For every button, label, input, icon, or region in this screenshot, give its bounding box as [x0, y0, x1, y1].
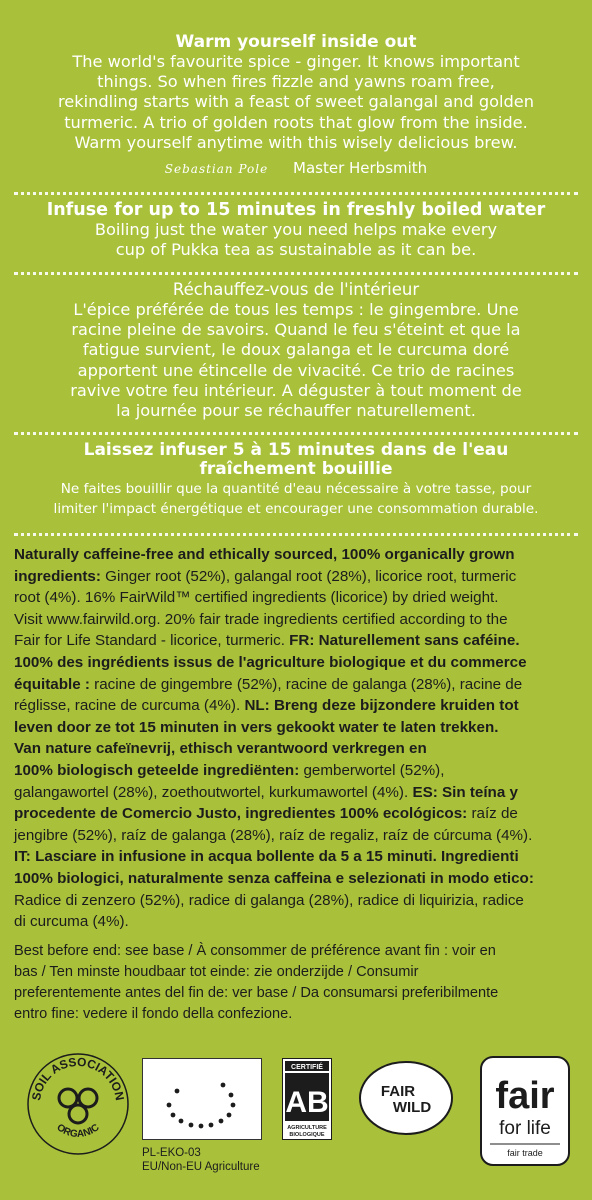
ingredients-line	[14, 738, 582, 760]
ingredients-line	[14, 652, 582, 674]
ingredients-line	[14, 674, 582, 696]
english-line: things. So when fires fizzle and yawns roam free,	[97, 72, 495, 92]
french-line: racine pleine de savoirs. Quand le feu s'éteint et que la	[71, 320, 521, 340]
fairwild-logo	[358, 1060, 454, 1136]
ingredients-bold-run: 100% des ingrédients issus de l'agriculture biologique et du commerce	[14, 653, 527, 671]
ab-letters: AB	[285, 1086, 329, 1119]
eu-organic-code: PL-EKO-03	[142, 1147, 201, 1159]
ingredients-line	[14, 695, 582, 717]
ingredients-run: réglisse, racine de curcuma (4%).	[14, 697, 245, 715]
ingredients-line	[14, 630, 582, 652]
eu-organic-code-block	[142, 1146, 260, 1174]
ingredients-line	[14, 868, 582, 890]
dotted-divider	[14, 533, 578, 536]
ingredients-bold-run: équitable :	[14, 675, 90, 693]
fair-for-life-text-2: for life	[499, 1118, 551, 1139]
ingredients-line	[14, 890, 582, 912]
ingredients-bold-run: Van nature cafeïnevrij, ethisch verantwoord verkregen en	[14, 740, 427, 758]
ingredients-run: Visit www.fairwild.org. 20% fair trade ingredients certified according to the	[14, 610, 508, 628]
ingredients-run: di curcuma (4%).	[14, 913, 129, 931]
infuse-english-heading: Infuse for up to 15 minutes in freshly boiled water	[46, 200, 546, 220]
ingredients-bold-run: FR: Naturellement sans caféine.	[289, 632, 520, 650]
ingredients-line	[14, 782, 582, 804]
english-intro	[0, 32, 592, 180]
ingredients-run: root (4%). 16% FairWild™ certified ingredients (licorice) by dried weight.	[14, 589, 499, 607]
ingredients-run: Ginger root (52%), galangal root (28%), licorice root, turmeric	[100, 567, 517, 585]
french-line: fatigue survient, le doux galanga et le curcuma doré	[82, 340, 510, 360]
ingredients-run: galangawortel (28%), zoethoutwortel, kurkumawortel (4%).	[14, 783, 413, 801]
ingredients-bold-run: leven door ze tot 15 minuten in vers gekookt water te laten trekken.	[14, 718, 499, 736]
infuse-french-line: limiter l'impact énergétique et encourager une consommation durable.	[53, 501, 539, 517]
soil-association-bottom-text: ORGANIC	[54, 1122, 102, 1141]
ingredients-run: gemberwortel (52%),	[299, 761, 445, 779]
soil-association-top-text: SOIL ASSOCIATION	[29, 1054, 127, 1102]
dotted-divider	[14, 192, 578, 195]
dotted-divider	[14, 272, 578, 275]
ingredients-bold-run: Naturally caffeine-free and ethically sourced, 100% organically grown	[14, 546, 515, 563]
ingredients-bold-run: ingredients:	[14, 567, 101, 585]
ingredients-run: Fair for Life Standard - licorice, turmeric.	[14, 632, 290, 650]
ab-top-text: CERTIFIÉ	[291, 1064, 323, 1071]
ingredients-text	[14, 538, 582, 933]
fairwild-text-1: FAIR	[380, 1083, 416, 1100]
ab-certified-logo	[282, 1058, 332, 1140]
best-before-line: Best before end: see base / À consommer de préférence avant fin : voir en	[14, 942, 496, 959]
signature-line	[14, 157, 578, 180]
best-before-line: bas / Ten minste houdbaar tot einde: zie onderzijde / Consumir	[14, 963, 419, 980]
eu-organic-origin: EU/Non-EU Agriculture	[142, 1161, 260, 1173]
ingredients-bold-run: 100% biologisch geteelde ingrediënten:	[14, 761, 300, 779]
ingredients-line	[14, 846, 582, 868]
signature-title: Master Herbsmith	[293, 159, 428, 178]
soil-association-logo	[26, 1052, 130, 1156]
infuse-french-heading: fraîchement bouillie	[199, 459, 393, 479]
ingredients-bold-run: NL: Breng deze bijzondere kruiden tot	[244, 697, 519, 715]
ingredients-run: raíz de	[467, 805, 518, 823]
eu-leaf-icon	[143, 1059, 261, 1139]
ingredients-line	[14, 760, 582, 782]
best-before-line: entro fine: vedere il fondo della confezione.	[14, 1005, 293, 1022]
ingredients-line	[14, 911, 582, 933]
french-heading: Réchauffez-vous de l'intérieur	[172, 280, 420, 299]
ingredients-run: jengibre (52%), raíz de galanga (28%), raíz de regaliz, raíz de cúrcuma (4%).	[14, 826, 533, 844]
ingredients-bold-run: ES: Sin teína y	[412, 783, 518, 801]
eu-organic-logo	[142, 1058, 262, 1140]
infuse-french-line: Ne faites bouillir que la quantité d'eau nécessaire à votre tasse, pour	[60, 481, 532, 497]
ab-bottom-text-1: AGRICULTURE	[287, 1125, 327, 1131]
fair-for-life-text-3: fair trade	[507, 1148, 543, 1158]
fair-for-life-text-1: fair	[495, 1075, 555, 1117]
french-intro	[0, 280, 592, 421]
ingredients-line	[14, 825, 582, 847]
english-line: rekindling starts with a feast of sweet galangal and golden	[58, 92, 534, 112]
fair-for-life-logo	[480, 1056, 570, 1166]
best-before-line: preferentemente antes del fin de: ver base / Da consumarsi preferibilmente	[14, 984, 499, 1001]
ingredients-line	[14, 544, 582, 566]
ingredients-line	[14, 717, 582, 739]
ingredients-line	[14, 566, 582, 588]
ingredients-line	[14, 609, 582, 631]
ingredients-bold-run: procedente de Comercio Justo, ingredientes 100% ecológicos:	[14, 805, 468, 823]
english-line: turmeric. A trio of golden roots that glow from the inside.	[64, 112, 528, 132]
dotted-divider	[14, 432, 578, 435]
ingredients-line	[14, 803, 582, 825]
french-line: ravive votre feu intérieur. A déguster à tout moment de	[70, 380, 522, 400]
best-before-text	[14, 941, 582, 1025]
infuse-english	[0, 200, 592, 260]
ingredients-line	[14, 587, 582, 609]
infuse-french	[0, 441, 592, 519]
signature: Sebastian Pole	[164, 162, 269, 177]
ingredients-bold-run: 100% biologici, naturalmente senza caffeina e selezionati in modo etico:	[14, 869, 534, 887]
ab-bottom-text-2: BIOLOGIQUE	[289, 1132, 325, 1138]
certification-logos	[14, 1050, 584, 1190]
english-heading: Warm yourself inside out	[175, 32, 417, 52]
ingredients-bold-run: IT: Lasciare in infusione in acqua bollente da 5 a 15 minuti. Ingredienti	[14, 848, 519, 866]
french-line: la journée pour se réchauffer naturellement.	[116, 401, 476, 421]
infuse-english-line: cup of Pukka tea as sustainable as it can be.	[115, 240, 477, 260]
french-line: L'épice préférée de tous les temps : le gingembre. Une	[73, 300, 519, 319]
french-line: apportent une étincelle de vivacité. Ce trio de racines	[77, 360, 515, 380]
ingredients-run: racine de gingembre (52%), racine de galanga (28%), racine de	[89, 675, 523, 693]
fairwild-text-2: WILD	[392, 1099, 432, 1116]
ingredients-run: Radice di zenzero (52%), radice di galanga (28%), radice di liquirizia, radice	[14, 891, 524, 909]
english-line: The world's favourite spice - ginger. It knows important	[72, 52, 520, 71]
english-line: Warm yourself anytime with this wisely delicious brew.	[74, 132, 518, 152]
infuse-french-heading: Laissez infuser 5 à 15 minutes dans de l'eau	[83, 440, 509, 460]
infuse-english-line: Boiling just the water you need helps make every	[94, 220, 498, 239]
